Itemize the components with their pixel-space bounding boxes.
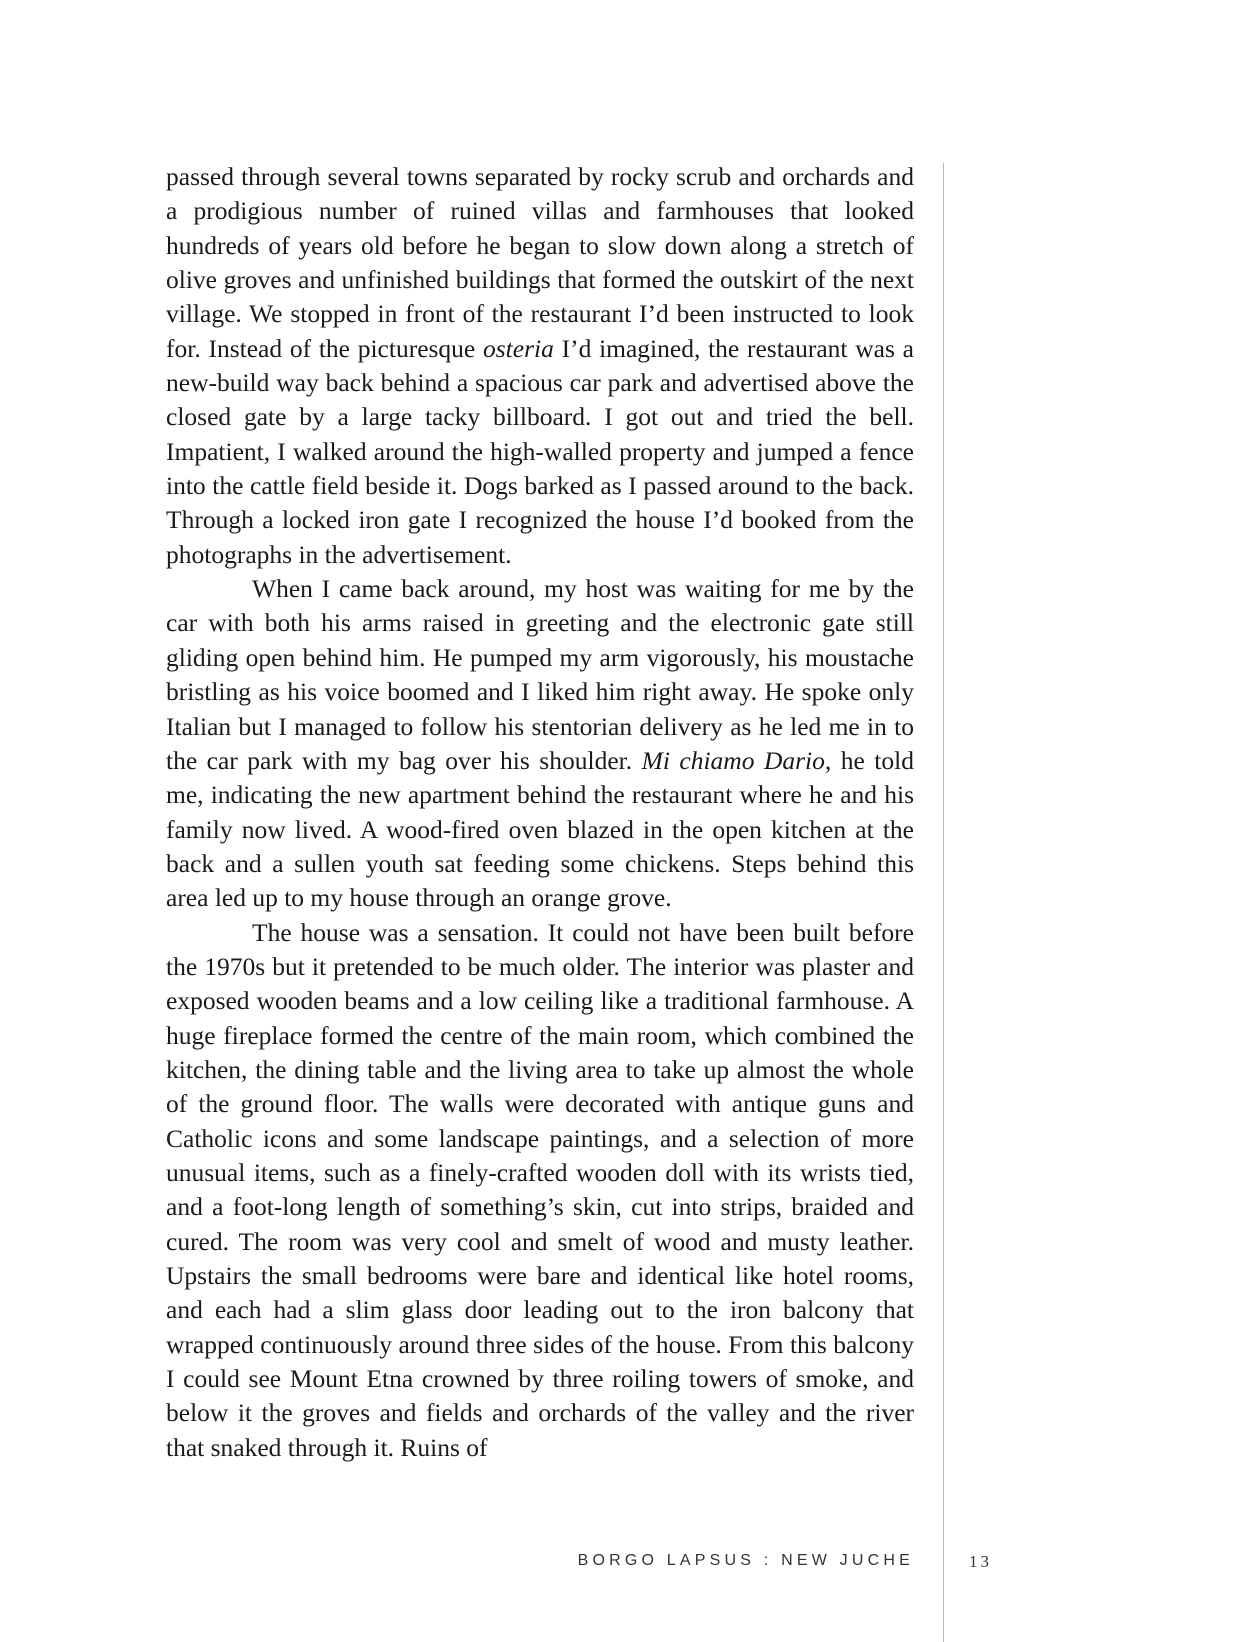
body-text: [166, 160, 914, 1465]
text-run: When I came back around, my host was waiting for me by the car with both his arms raised in greeting and the electronic gate still gliding open behind him. He pumped my arm vigorously, his moustache bristling as his voice boomed and I liked him right away. He spoke only Italian but I managed to follow his stentorian delivery as he led me in to the car park with my bag over his shoulder.: [166, 574, 914, 775]
paragraph: [166, 916, 914, 1466]
italic-run: Mi chiamo Dario: [641, 745, 825, 775]
paragraph: [166, 572, 914, 915]
running-head: BORGO LAPSUS : NEW JUCHE: [577, 1552, 914, 1569]
italic-run: osteria: [483, 333, 554, 363]
text-run: , he told me, indicating the new apartment behind the restaurant where he and his family now lived. A wood-fired oven blazed in the open kitchen at the back and a sullen youth sat feeding some chickens. Steps behind this area led up to my house through an orange grove.: [166, 745, 914, 913]
text-run: passed through several towns separated by rocky scrub and orchards and a prodigious number of ruined villas and farmhouses that looked hundreds of years old before he began to slow down along a stretch of olive groves and unfinished buildings that formed the outskirt of the next village. We stopped in front of the restaurant I’d been instructed to look for. Instead of the picturesque: [166, 162, 914, 363]
text-run: I’d imagined, the restaurant was a new-build way back behind a spacious car park and advertised above the closed gate by a large tacky billboard. I got out and tried the bell. Impatient, I walked around the high-walled property and jumped a fence into the cattle field beside it. Dogs barked as I passed around to the back. Through a locked iron gate I recognized the house I’d booked from the photographs in the advertisement.: [166, 333, 914, 569]
page-number: 13: [969, 1552, 992, 1571]
text-run: The house was a sensation. It could not have been built before the 1970s but it pretended to be much older. The interior was plaster and exposed wooden beams and a low ceiling like a traditional farmhouse. A huge fireplace formed the centre of the main room, which combined the kitchen, the dining table and the living area to take up almost the whole of the ground floor. The walls were decorated with antique guns and Catholic icons and some landscape paintings, and a selection of more unusual items, such as a finely-crafted wooden doll with its wrists tied, and a foot-long length of something’s skin, cut into strips, braided and cured. The room was very cool and smelt of wood and musty leather. Upstairs the small bedrooms were bare and identical like hotel rooms, and each had a slim glass door leading out to the iron balcony that wrapped continuously around three sides of the house. From this balcony I could see Mount Etna crowned by three roiling towers of smoke, and below it the groves and fields and orchards of the valley and the river that snaked through it. Ruins of: [166, 917, 914, 1462]
vertical-rule: [943, 163, 944, 1642]
paragraph: [166, 160, 914, 572]
